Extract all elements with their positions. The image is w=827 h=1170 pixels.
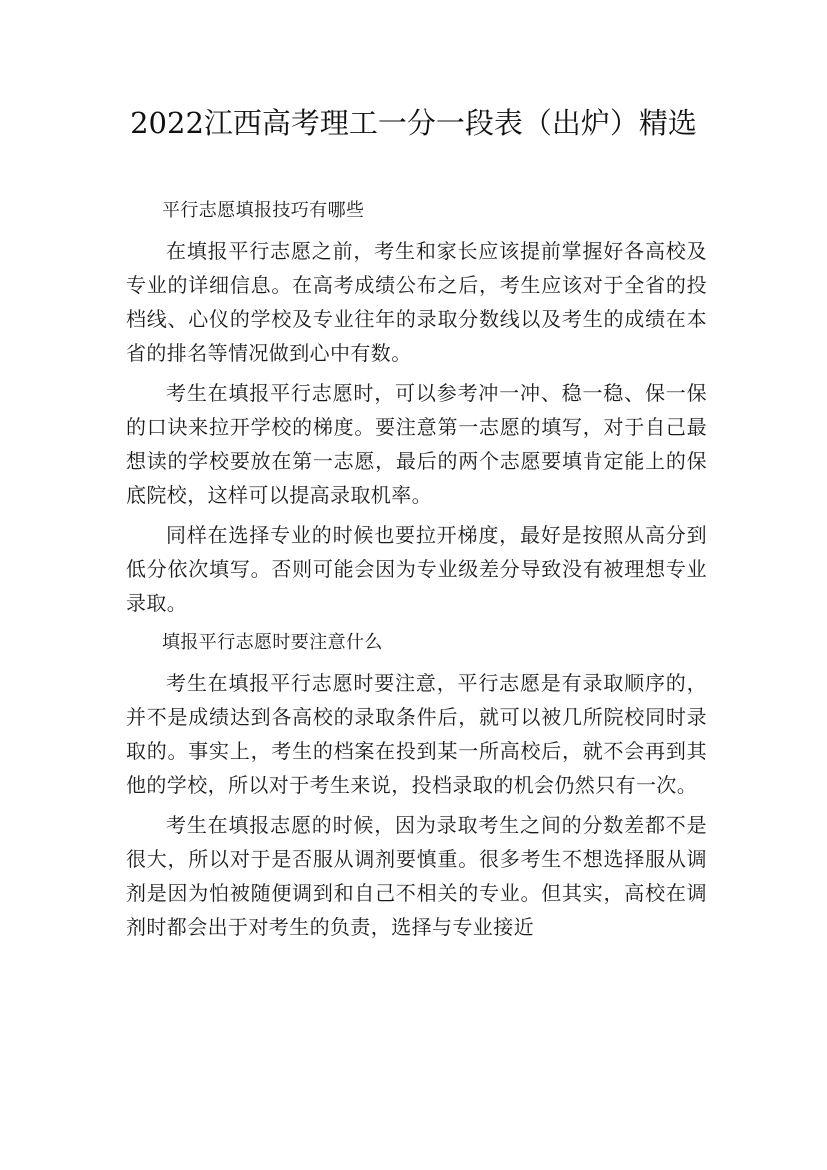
document-title: 2022江西高考理工一分一段表（出炉）精选 [130, 106, 697, 140]
section-heading-tips: 平行志愿填报技巧有哪些 [162, 200, 365, 221]
paragraph: 同样在选择专业的时候也要拉开梯度，最好是按照从高分到低分依次填写。否则可能会因为专业级差分导致没有被理想专业录取。 [126, 523, 707, 615]
paragraph: 考生在填报平行志愿时要注意，平行志愿是有录取顺序的，并不是成绩达到各高校的录取条件后，就可以被几所院校同时录取的。事实上，考生的档案在投到某一所高校后，就不会再到其他的学校，所以对于考生来说，投档录取的机会仍然只有一次。 [126, 671, 707, 797]
paragraph: 考生在填报志愿的时候，因为录取考生之间的分数差都不是很大，所以对于是否服从调剂要慎重。很多考生不想选择服从调剂是因为怕被随便调到和自己不相关的专业。但其实，高校在调剂时都会出于对考生的负责，选择与专业接近 [126, 813, 707, 939]
paragraph: 在填报平行志愿之前，考生和家长应该提前掌握好各高校及专业的详细信息。在高考成绩公布之后，考生应该对于全省的投档线、心仪的学校及专业往年的录取分数线以及考生的成绩在本省的排名等情况做到心中有数。 [126, 239, 707, 365]
document-body [126, 194, 707, 950]
paragraph: 考生在填报平行志愿时，可以参考冲一冲、稳一稳、保一保的口诀来拉开学校的梯度。要注意第一志愿的填写，对于自己最想读的学校要放在第一志愿，最后的两个志愿要填肯定能上的保底院校，这样可以提高录取机率。 [126, 381, 707, 507]
section-heading-notes: 填报平行志愿时要注意什么 [162, 632, 383, 653]
